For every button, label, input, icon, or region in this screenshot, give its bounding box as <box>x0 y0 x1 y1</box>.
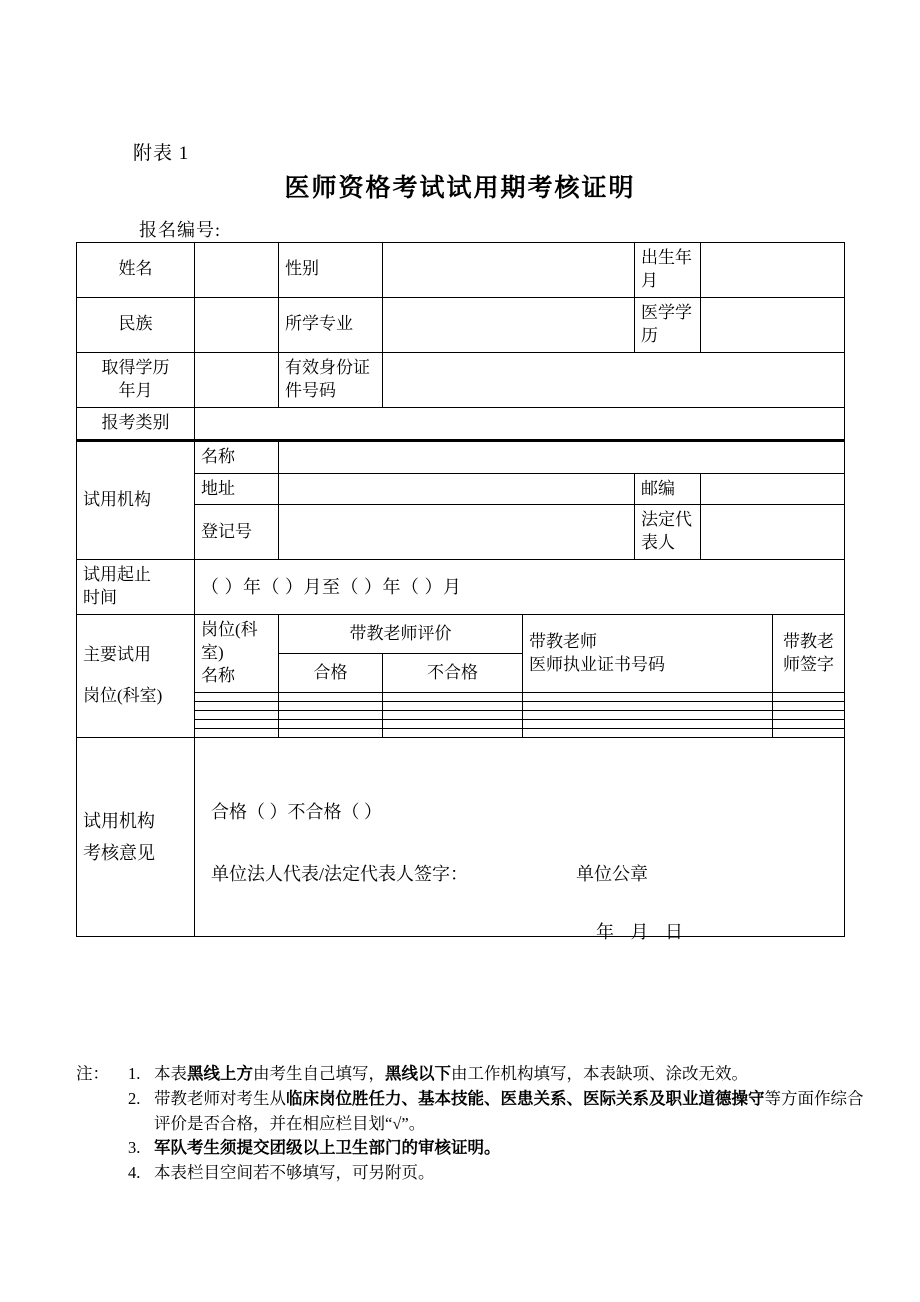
note-4-number: 4. <box>128 1163 141 1182</box>
field-institution-address[interactable] <box>279 473 635 505</box>
note-2-bold1: 临床岗位胜任力、基本技能、医患关系、医际关系及职业道德操守 <box>286 1088 765 1108</box>
field-post-name[interactable] <box>195 729 279 738</box>
header-teacher-cert <box>523 615 773 693</box>
header-teacher-cert-line1: 带教老师 <box>529 631 597 651</box>
note-1-part1: 本表 <box>154 1064 187 1083</box>
note-1-part3: 由工作机构填写，本表缺项、涂改无效。 <box>451 1064 748 1083</box>
label-birth: 出生年月 <box>635 243 701 298</box>
field-ethnicity[interactable] <box>195 297 279 352</box>
note-item-4 <box>128 1161 876 1186</box>
field-registration-code[interactable] <box>279 505 635 560</box>
field-post-pass[interactable] <box>279 702 383 711</box>
field-post-signature[interactable] <box>773 693 845 702</box>
label-opinion-line2: 考核意见 <box>83 843 155 863</box>
label-degree-date-line2: 年月 <box>118 380 153 400</box>
field-post-fail[interactable] <box>383 702 523 711</box>
label-opinion-section <box>77 738 195 937</box>
label-exam-category: 报考类别 <box>77 407 195 440</box>
note-3-bold1: 军队考生须提交团级以上卫生部门的审核证明。 <box>154 1138 501 1158</box>
field-degree-date[interactable] <box>195 352 279 407</box>
table-row-posts-header <box>77 615 845 654</box>
header-teacher-signature: 带教老师签字 <box>773 615 845 693</box>
field-gender[interactable] <box>383 243 635 298</box>
field-postcode[interactable] <box>701 473 845 505</box>
header-fail: 不合格 <box>383 654 523 693</box>
opinion-signature-line: 单位法人代表/法定代表人签字： <box>211 864 468 884</box>
field-post-name[interactable] <box>195 693 279 702</box>
notes-section <box>76 1062 876 1186</box>
field-exam-category[interactable] <box>195 407 845 440</box>
header-post-name-line1: 岗位(科室) <box>201 620 258 663</box>
label-ethnicity: 民族 <box>77 297 195 352</box>
note-2-part2: 等方面作综合评价是否合格，并在相应栏目划“√”。 <box>154 1088 864 1133</box>
label-institution-address: 地址 <box>195 473 279 505</box>
field-post-signature[interactable] <box>773 711 845 720</box>
field-post-fail[interactable] <box>383 693 523 702</box>
label-institution-section: 试用机构 <box>77 440 195 560</box>
label-posts-section-line2: 岗位(科室) <box>83 686 163 706</box>
label-trial-period <box>77 560 195 615</box>
registration-number-label: 报名编号: <box>139 220 222 240</box>
field-post-cert[interactable] <box>523 729 773 738</box>
header-post-name-line2: 名称 <box>201 666 235 686</box>
field-post-pass[interactable] <box>279 693 383 702</box>
table-row-name <box>77 243 845 298</box>
note-2-number: 2. <box>128 1088 141 1108</box>
label-id-number <box>279 352 383 407</box>
field-name[interactable] <box>195 243 279 298</box>
note-1-bold1: 黑线上方 <box>187 1064 253 1083</box>
field-post-fail[interactable] <box>383 711 523 720</box>
label-trial-period-line2: 时间 <box>83 588 117 608</box>
attachment-label: 附表 1 <box>133 143 190 164</box>
note-1-number: 1. <box>128 1064 141 1083</box>
field-post-signature[interactable] <box>773 729 845 738</box>
field-post-cert[interactable] <box>523 693 773 702</box>
note-3-number: 3. <box>128 1138 141 1158</box>
note-item-3 <box>128 1136 876 1161</box>
trial-period-text: （ ）年（ ）月至（ ）年（ ）月 <box>201 576 462 597</box>
field-post-pass[interactable] <box>279 720 383 729</box>
page-title: 医师资格考试试用期考核证明 <box>284 175 636 202</box>
field-post-name[interactable] <box>195 702 279 711</box>
label-medical-degree: 医学学历 <box>635 297 701 352</box>
field-post-pass[interactable] <box>279 711 383 720</box>
header-post-name <box>195 615 279 693</box>
note-item-1 <box>76 1062 876 1087</box>
certificate-form-table <box>76 242 845 942</box>
label-opinion-line1: 试用机构 <box>83 810 155 831</box>
label-name: 姓名 <box>77 243 195 298</box>
field-institution-name[interactable] <box>279 440 845 473</box>
note-3-text <box>154 1136 876 1161</box>
field-opinion[interactable] <box>195 738 845 942</box>
opinion-result-line: 合格（ ）不合格（ ） <box>211 802 382 822</box>
field-post-name[interactable] <box>195 711 279 720</box>
field-post-fail[interactable] <box>383 729 523 738</box>
label-postcode: 邮编 <box>635 473 701 505</box>
header-evaluation: 带教老师评价 <box>279 615 523 654</box>
note-1-part2: 由考生自己填写， <box>253 1064 385 1083</box>
header-pass: 合格 <box>279 654 383 693</box>
field-post-signature[interactable] <box>773 720 845 729</box>
label-id-number-line1: 有效身份证 <box>285 357 370 377</box>
field-post-signature[interactable] <box>773 702 845 711</box>
table-row-ethnicity <box>77 297 845 352</box>
field-post-pass[interactable] <box>279 729 383 738</box>
note-2-part1: 带教老师对考生从 <box>154 1088 286 1108</box>
note-4-text: 本表栏目空间若不够填写，可另附页。 <box>154 1163 435 1182</box>
note-2-text <box>154 1087 876 1137</box>
field-medical-degree[interactable] <box>701 297 845 352</box>
note-1-text <box>154 1062 876 1087</box>
label-institution-name: 名称 <box>195 440 279 473</box>
note-1-bold2: 黑线以下 <box>385 1064 451 1083</box>
field-post-cert[interactable] <box>523 702 773 711</box>
label-registration-code: 登记号 <box>195 505 279 560</box>
label-degree-date <box>77 352 195 407</box>
field-trial-period[interactable] <box>195 560 845 615</box>
field-id-number[interactable] <box>383 352 845 407</box>
field-post-cert[interactable] <box>523 720 773 729</box>
notes-tag: 注： <box>76 1064 109 1083</box>
field-post-fail[interactable] <box>383 720 523 729</box>
label-trial-period-line1: 试用起止 <box>83 565 151 585</box>
label-id-number-line2: 件号码 <box>285 380 336 400</box>
table-row-trial-period <box>77 560 845 615</box>
field-post-cert[interactable] <box>523 711 773 720</box>
note-item-2 <box>128 1087 876 1137</box>
label-degree-date-line1: 取得学历 <box>101 357 170 377</box>
label-posts-section-line1: 主要试用 <box>83 645 151 665</box>
label-major: 所学专业 <box>279 297 383 352</box>
field-legal-representative[interactable] <box>701 505 845 560</box>
table-row-opinion <box>77 738 845 937</box>
table-row-institution-name <box>77 440 845 473</box>
label-legal-representative: 法定代表人 <box>635 505 701 560</box>
opinion-date-line: 年 月 日 <box>596 922 689 942</box>
table-row-degree-date <box>77 352 845 407</box>
field-birth[interactable] <box>701 243 845 298</box>
table-row-exam-category <box>77 407 845 440</box>
label-posts-section <box>77 615 195 738</box>
header-teacher-cert-line2: 医师执业证书号码 <box>529 654 665 674</box>
opinion-stamp-label: 单位公章 <box>576 864 648 884</box>
field-post-name[interactable] <box>195 720 279 729</box>
label-gender: 性别 <box>279 243 383 298</box>
field-major[interactable] <box>383 297 635 352</box>
